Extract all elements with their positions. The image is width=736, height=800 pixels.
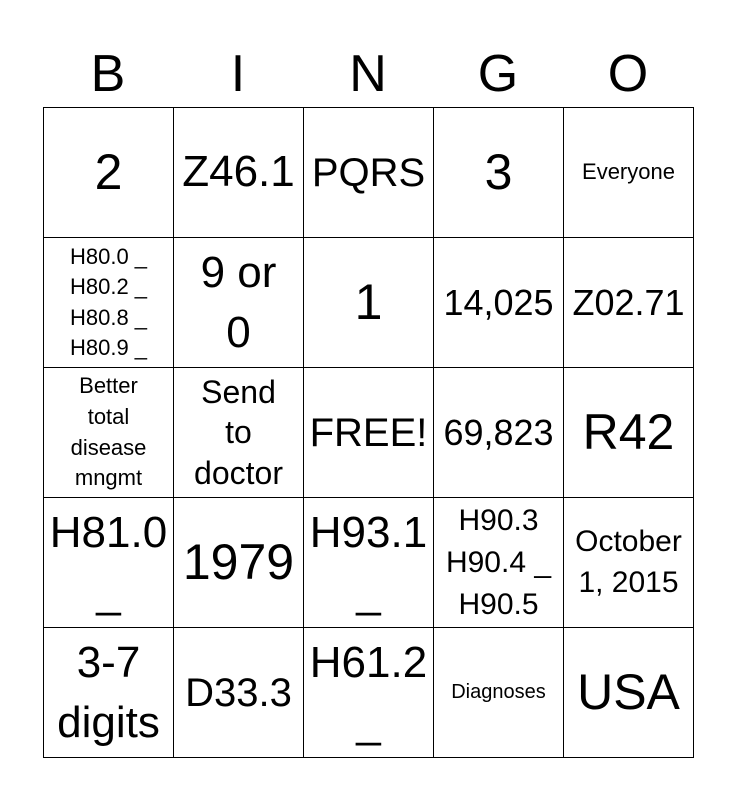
bingo-cell[interactable]: 69,823 xyxy=(434,368,564,498)
bingo-cell[interactable]: PQRS xyxy=(304,108,434,238)
bingo-card xyxy=(43,107,694,758)
bingo-cell[interactable]: H80.0 _ H80.2 _ H80.8 _ H80.9 _ xyxy=(44,238,174,368)
bingo-cell[interactable]: FREE! xyxy=(304,368,434,498)
bingo-cell[interactable]: Send to doctor xyxy=(174,368,304,498)
bingo-header xyxy=(43,40,693,108)
bingo-cell[interactable]: Everyone xyxy=(564,108,694,238)
bingo-cell[interactable]: 1 xyxy=(304,238,434,368)
bingo-cell[interactable]: 3-7 digits xyxy=(44,628,174,758)
bingo-row xyxy=(44,628,694,758)
header-letter-b: B xyxy=(90,45,126,103)
bingo-cell[interactable]: H90.3 H90.4 _ H90.5 xyxy=(434,498,564,628)
header-letter-i: I xyxy=(230,45,246,103)
bingo-cell[interactable]: 2 xyxy=(44,108,174,238)
bingo-cell[interactable]: Diagnoses xyxy=(434,628,564,758)
bingo-cell[interactable]: H61.2 _ xyxy=(304,628,434,758)
bingo-cell[interactable]: 14,025 xyxy=(434,238,564,368)
bingo-cell[interactable]: 3 xyxy=(434,108,564,238)
bingo-cell[interactable]: D33.3 xyxy=(174,628,304,758)
bingo-cell[interactable]: October 1, 2015 xyxy=(564,498,694,628)
bingo-cell[interactable]: Better total disease mngmt xyxy=(44,368,174,498)
bingo-cell[interactable]: USA xyxy=(564,628,694,758)
bingo-cell[interactable]: H93.1 _ xyxy=(304,498,434,628)
bingo-cell[interactable]: Z02.71 xyxy=(564,238,694,368)
header-letter-n: N xyxy=(349,45,387,103)
bingo-cell[interactable]: 9 or 0 xyxy=(174,238,304,368)
bingo-cell[interactable]: R42 xyxy=(564,368,694,498)
header-letter-g: G xyxy=(477,45,519,103)
bingo-row xyxy=(44,368,694,498)
bingo-row xyxy=(44,238,694,368)
bingo-cell[interactable]: H81.0 _ xyxy=(44,498,174,628)
bingo-row xyxy=(44,498,694,628)
bingo-cell[interactable]: 1979 xyxy=(174,498,304,628)
header-letter-o: O xyxy=(607,45,649,103)
bingo-cell[interactable]: Z46.1 xyxy=(174,108,304,238)
bingo-row xyxy=(44,108,694,238)
